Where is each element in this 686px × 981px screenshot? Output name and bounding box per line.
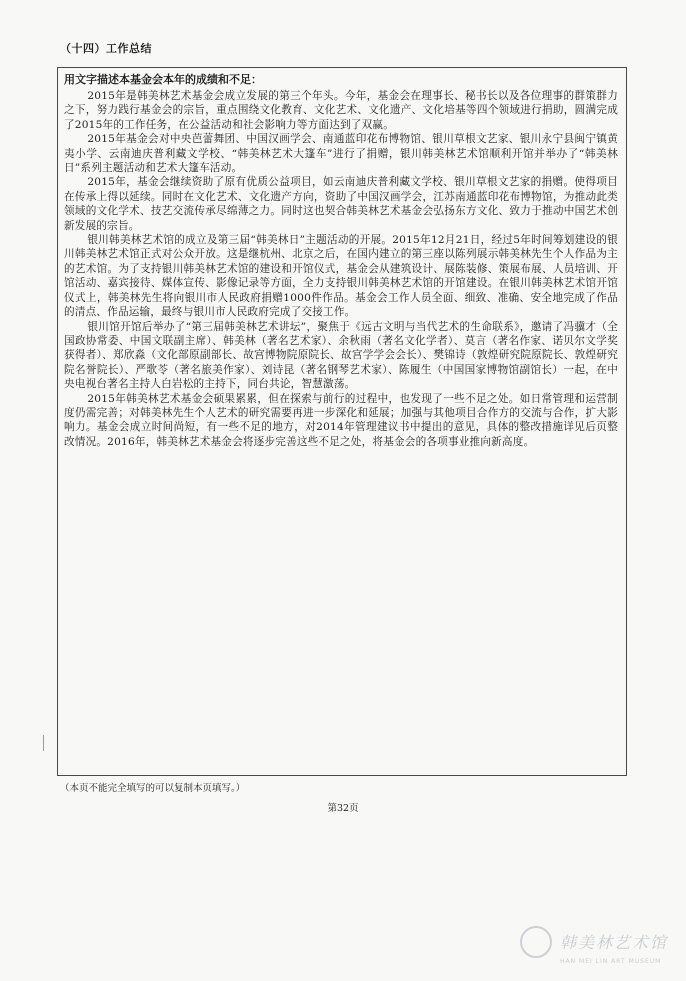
watermark-brand: 韩美林艺术馆 [560, 933, 669, 952]
watermark-logo-icon [520, 926, 552, 958]
summary-paragraph: 2015年基金会对中央芭蕾舞团、中国汉画学会、南通蓝印花布博物馆、银川草根文艺家、银川永宁县闽宁镇黄夷小学、云南迪庆普利藏文学校、“韩美林艺术大篷车”进行了捐赠，银川韩美林艺术馆顺利开馆并举办了“韩美林日”系列主题活动和艺术大篷车活动。 [64, 133, 618, 175]
museum-watermark [520, 922, 680, 974]
summary-prompt: 用文字描述本基金会本年的成绩和不足： [64, 73, 262, 86]
summary-box [57, 67, 627, 776]
summary-paragraph: 银川馆开馆后举办了“第三届韩美林艺术讲坛”，聚焦于《远古文明与当代艺术的生命联系》，邀请了冯骥才（全国政协常委、中国文联副主席）、韩美林（著名艺术家）、余秋雨（著名文化学者）、莫言（著名作家、诺贝尔文学奖获得者）、郑欣淼（文化部原副部长、故宫博物院原院长、故宫学学会会长）、樊锦诗（敦煌研究院原院长、敦煌研究院名誉院长）、严歌苓（著名旅美作家）、刘诗昆（著名钢琴艺术家）、陈履生（中国国家博物馆副馆长）一起，在中央电视台著名主持人白岩松的主持下，同台共论，智慧激荡。 [64, 320, 618, 391]
section-title: （十四）工作总结 [60, 42, 152, 55]
summary-paragraph: 2015年是韩美林艺术基金会成立发展的第三个年头。今年，基金会在理事长、秘书长以及各位理事的群策群力之下，努力践行基金会的宗旨，重点围绕文化教育、文化艺术、文化遗产、文化培基等四个领域进行捐助，圆满完成了2015年的工作任务，在公益活动和社会影响力等方面达到了双赢。 [64, 90, 618, 131]
summary-paragraph: 2015年韩美林艺术基金会硕果累累，但在探索与前行的过程中，也发现了一些不足之处。如日常管理和运营制度仍需完善；对韩美林先生个人艺术的研究需要再进一步深化和延展；加强与其他项目合作方的交流与合作，扩大影响力。基金会成立时间尚短，有一些不足的地方，对2014年管理建议书中提出的意见，具体的整改措施详见后页整改情况。2016年，韩美林艺术基金会将逐步完善这些不足之处，将基金会的各项事业推向新高度。 [64, 392, 618, 448]
watermark-subtitle: HAN MEI LIN ART MUSEUM [560, 958, 662, 965]
page-number: 第32页 [327, 803, 359, 814]
margin-mark [43, 735, 44, 751]
summary-paragraph: 2015年，基金会继续资助了原有优质公益项目，如云南迪庆普利藏文学校、银川草根文艺家的捐赠。使得项目在传承上得以延续。同时在文化艺术、文化遗产方向，资助了中国汉画学会，江苏南通蓝印花布博物馆，为推动此类领域的文化学术、技艺交流传承尽绵薄之力。同时这也契合韩美林艺术基金会弘扬东方文化、致力于推动中国艺术创新发展的宗旨。 [64, 176, 618, 232]
summary-paragraph: 银川韩美林艺术馆的成立及第三届“韩美林日”主题活动的开展。2015年12月21日，经过5年时间筹划建设的银川韩美林艺术馆正式对公众开放。这是继杭州、北京之后，在国内建立的第三座以陈列展示韩美林先生个人作品为主的艺术馆。为了支持银川韩美林艺术馆的建设和开馆仪式，基金会从建筑设计、展陈装修、策展布展、人员培训、开馆活动、嘉宾接待、媒体宣传、影像记录等方面，全力支持银川韩美林艺术馆的开馆建设。在银川韩美林艺术馆开馆仪式上，韩美林先生将向银川市人民政府捐赠1000件作品。基金会工作人员全面、细致、准确、安全地完成了作品的清点、作品运输，最终与银川市人民政府完成了交接工作。 [64, 234, 618, 319]
footnote: （本页不能完全填写的可以复制本页填写。） [60, 783, 246, 794]
